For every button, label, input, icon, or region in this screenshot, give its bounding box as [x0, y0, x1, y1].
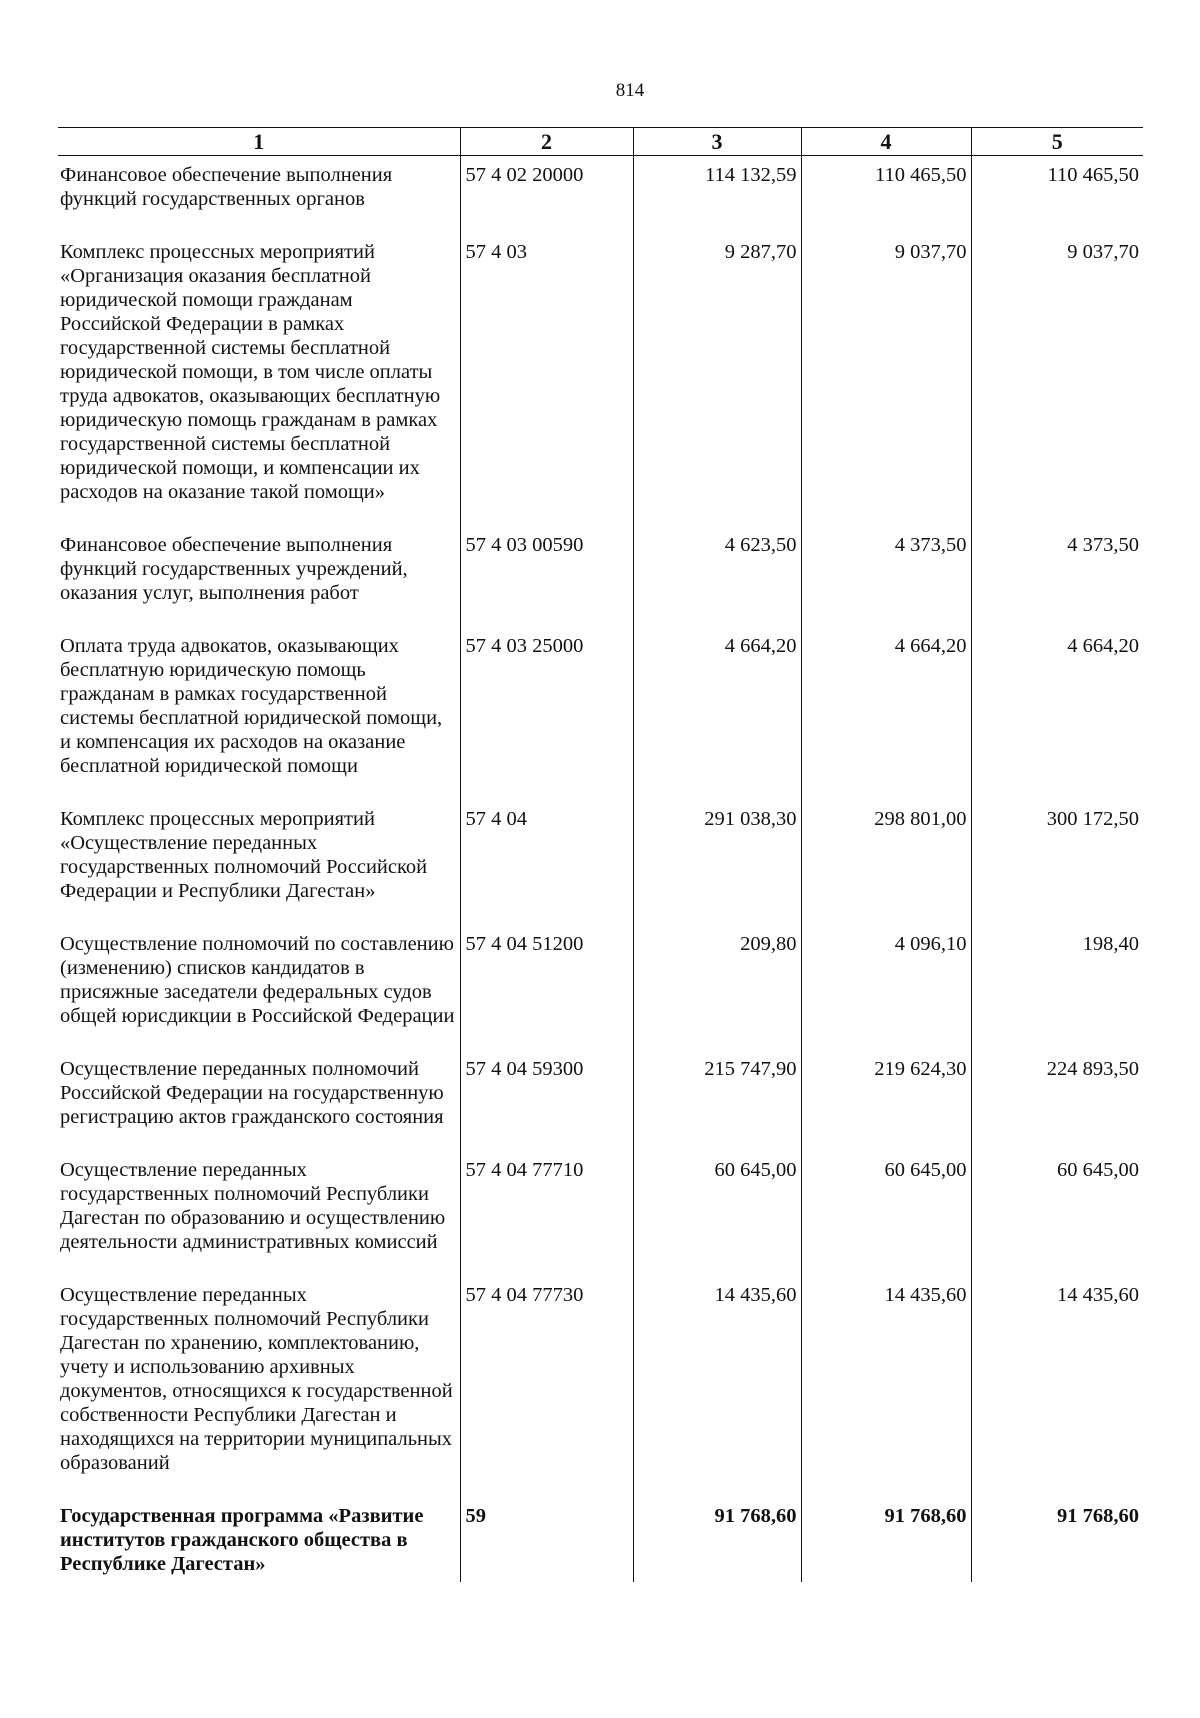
row-code: 57 4 04 51200: [460, 924, 633, 1049]
budget-table-grid: [58, 127, 1143, 1582]
row-name: Осуществление переданных государственных полномочий Республики Дагестан по образованию и осуществлению деятельности административных комиссий: [60, 1159, 446, 1253]
row-code: 57 4 02 20000: [460, 156, 633, 233]
header-col-2: 2: [460, 128, 633, 156]
table-row: [58, 1275, 1143, 1496]
row-value-col3: 215 747,90: [633, 1049, 801, 1150]
budget-table: [58, 127, 1143, 1582]
row-value-col3: 4 664,20: [633, 626, 801, 799]
row-value-col5: 4 373,50: [971, 525, 1143, 626]
row-name: Комплекс процессных мероприятий «Осуществление переданных государственных полномочий Российской Федерации и Республики Дагестан»: [60, 808, 428, 902]
table-row: [58, 525, 1143, 626]
table-row: [58, 626, 1143, 799]
row-value-col5: 4 664,20: [971, 626, 1143, 799]
row-name: Финансовое обеспечение выполнения функций государственных органов: [60, 164, 393, 210]
row-value-col3: 209,80: [633, 924, 801, 1049]
table-row: [58, 799, 1143, 924]
table-row: [58, 1150, 1143, 1275]
table-row: [58, 156, 1143, 233]
row-value-col4: 91 768,60: [801, 1496, 971, 1582]
row-value-col5: 91 768,60: [971, 1496, 1143, 1582]
table-row: [58, 924, 1143, 1049]
row-code: 57 4 04 59300: [460, 1049, 633, 1150]
header-col-5: 5: [971, 128, 1143, 156]
row-value-col4: 298 801,00: [801, 799, 971, 924]
table-row: [58, 232, 1143, 525]
header-col-1: 1: [58, 128, 460, 156]
page-number: 814: [615, 80, 645, 101]
row-value-col4: 60 645,00: [801, 1150, 971, 1275]
row-value-col5: 224 893,50: [971, 1049, 1143, 1150]
row-name: Государственная программа «Развитие институтов гражданского общества в Республике Дагестан»: [60, 1505, 424, 1575]
row-code: 57 4 04 77730: [460, 1275, 633, 1496]
row-value-col5: 9 037,70: [971, 232, 1143, 525]
table-header-row: [58, 128, 1143, 156]
row-value-col4: 9 037,70: [801, 232, 971, 525]
row-value-col3: 9 287,70: [633, 232, 801, 525]
row-value-col3: 91 768,60: [633, 1496, 801, 1582]
row-value-col4: 219 624,30: [801, 1049, 971, 1150]
row-code: 57 4 03 00590: [460, 525, 633, 626]
row-name: Комплекс процессных мероприятий «Организация оказания бесплатной юридической помощи гражданам Российской Федерации в рамках государственной системы бесплатной юридической помощи, в том числе оплаты труда адвокатов, оказывающих бесплатную юридическую помощь гражданам в рамках государственной системы бесплатной юридической помощи, и компенсации их расходов на оказание такой помощи»: [60, 241, 441, 503]
row-name: Финансовое обеспечение выполнения функций государственных учреждений, оказания услуг, выполнения работ: [60, 534, 408, 604]
row-code: 59: [460, 1496, 633, 1582]
row-value-col4: 4 664,20: [801, 626, 971, 799]
row-code: 57 4 04 77710: [460, 1150, 633, 1275]
header-col-4: 4: [801, 128, 971, 156]
row-value-col3: 60 645,00: [633, 1150, 801, 1275]
row-value-col5: 300 172,50: [971, 799, 1143, 924]
row-code: 57 4 04: [460, 799, 633, 924]
row-value-col5: 198,40: [971, 924, 1143, 1049]
row-code: 57 4 03: [460, 232, 633, 525]
row-value-col5: 60 645,00: [971, 1150, 1143, 1275]
row-value-col4: 4 096,10: [801, 924, 971, 1049]
row-value-col5: 110 465,50: [971, 156, 1143, 233]
row-name: Оплата труда адвокатов, оказывающих бесплатную юридическую помощь гражданам в рамках государственной системы бесплатной юридической помощи, и компенсация их расходов на оказание бесплатной юридической помощи: [60, 635, 443, 777]
row-value-col4: 4 373,50: [801, 525, 971, 626]
row-value-col5: 14 435,60: [971, 1275, 1143, 1496]
row-value-col3: 14 435,60: [633, 1275, 801, 1496]
row-name: Осуществление переданных государственных полномочий Республики Дагестан по хранению, комплектованию, учету и использованию архивных документов, относящихся к государственной собственности Республики Дагестан и находящихся на территории муниципальных образований: [60, 1284, 453, 1474]
table-row: [58, 1049, 1143, 1150]
row-value-col3: 4 623,50: [633, 525, 801, 626]
row-name: Осуществление переданных полномочий Российской Федерации на государственную регистрацию актов гражданского состояния: [60, 1058, 444, 1128]
row-name: Осуществление полномочий по составлению (изменению) списков кандидатов в присяжные заседатели федеральных судов общей юрисдикции в Российской Федерации: [60, 933, 455, 1027]
row-code: 57 4 03 25000: [460, 626, 633, 799]
row-value-col3: 114 132,59: [633, 156, 801, 233]
table-row-program-total: [58, 1496, 1143, 1582]
row-value-col4: 14 435,60: [801, 1275, 971, 1496]
header-col-3: 3: [633, 128, 801, 156]
row-value-col3: 291 038,30: [633, 799, 801, 924]
row-value-col4: 110 465,50: [801, 156, 971, 233]
